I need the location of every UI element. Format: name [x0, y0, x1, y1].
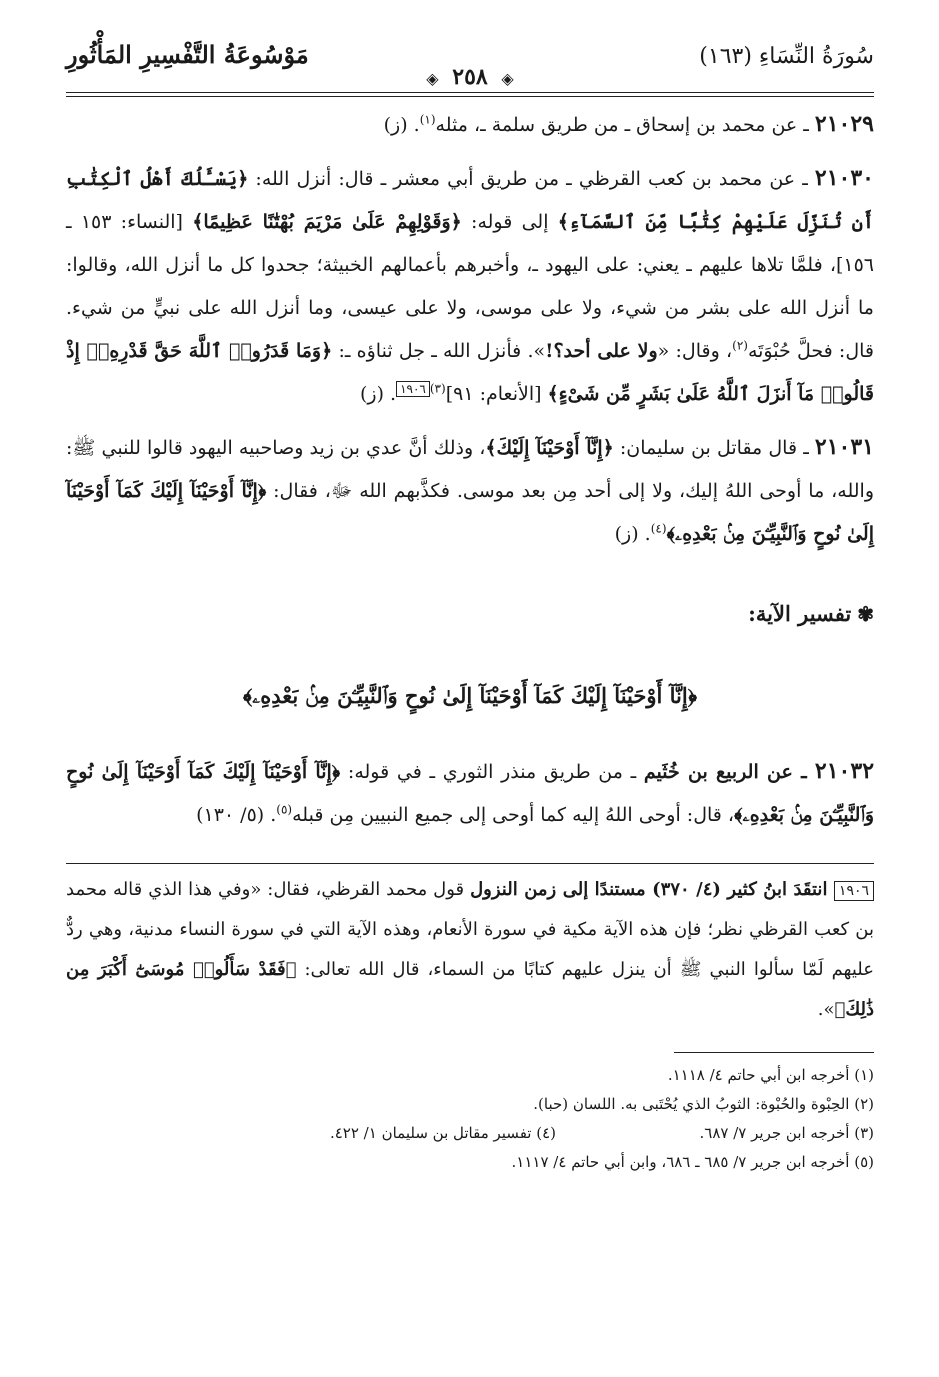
bold-quote: ولا على أحد؟! — [545, 340, 658, 362]
source-tag: . (٥/ ١٣٠) — [196, 804, 277, 826]
footnote-5: (٥) أخرجه ابن جرير ٧/ ٦٨٥ ـ ٦٨٦، وابن أبي حاتم ٤/ ١١١٧. — [511, 1153, 874, 1171]
entry-text: ـ قال مقاتل بن سليمان: — [613, 437, 815, 459]
footnote-ref: (٣) — [429, 381, 446, 396]
entry-text: ، وقال: « — [657, 340, 733, 362]
entry-text: ، وذلك أنَّ عدي بن زيد وصاحبيه اليهود قالوا للنبي ﷺ: والله، ما أوحى اللهُ إليك، ولا إلى أحد مِن بعد موسى. فكذَّبهم الله ﷻ، فقال: — [66, 437, 875, 502]
quran-quote: ﴿إِنَّآ أَوْحَيْنَآ إِلَيْكَ كَمَآ أَوْحَيْنَآ إِلَىٰ نُوحٍ وَٱلنَّبِيِّـۧنَ مِنۢ بَعْدِهِۦ﴾ — [66, 761, 874, 826]
entry-number: ٢١٠٣٢ — [814, 758, 875, 784]
footnote-row — [66, 1119, 874, 1148]
ayah-centered: ﴿إِنَّآ أَوْحَيْنَآ إِلَيْكَ كَمَآ أَوْحَيْنَآ إِلَىٰ نُوحٍ وَٱلنَّبِيِّـۧنَ مِنۢ بَعْدِهِۦ﴾ — [242, 683, 698, 708]
book-page — [66, 30, 874, 1350]
entry-text: [النساء: ١٥٣ ـ ١٥٦]، فلمَّا تلاها عليهم ـ يعني: على اليهود ـ، وأخبرهم بأعمالهم الخبيثة؛ جحدوا كل ما أنزل الله، وقالوا: ما أنزل الله على بشر من شيء، ولا على موسى، ولا على عيسى، وما أنزل الله على نبيٍّ من شيء. قال: فحلَّ حُبْوَتَه — [66, 211, 874, 362]
quran-quote: ﴿فَقَدْ سَأَلُوا۟ مُوسَىٰٓ أَكْبَرَ مِن ذَٰلِكَ﴾ — [66, 959, 874, 1020]
entry-text: ، قال: أوحى اللهُ إليه كما أوحى إلى جميع النبيين مِن قبله — [292, 804, 735, 826]
entry-text: ـ من طريق منذر الثوري ـ في قوله: — [340, 761, 644, 783]
ornament-icon: ◈ — [501, 69, 514, 88]
main-text — [66, 103, 874, 1177]
footnotes — [66, 1061, 874, 1177]
ornament-icon: ◈ — [426, 69, 439, 88]
quran-quote: ﴿وَقَوْلِهِمْ عَلَىٰ مَرْيَمَ بُهْتَٰنًا عَظِيمًا﴾ — [192, 211, 462, 233]
section-title: تفسير الآية: — [748, 601, 852, 626]
section-heading — [66, 592, 874, 636]
quran-quote: ﴿يَسْـَٔلُكَ أَهْلُ ٱلْكِتَٰبِ أَن تُنَزِّلَ عَلَيْهِمْ كِتَٰبًا مِّنَ ٱلسَّمَآءِ﴾ — [66, 168, 874, 233]
footnote-2: (٢) الحِبْوة والحُبْوة: الثوبُ الذي يُحْتَبى به. اللسان (حبا). — [533, 1095, 874, 1113]
quran-quote: ﴿وَمَا قَدَرُوا۟ ٱللَّهَ حَقَّ قَدْرِهِۦٓ إِذْ قَالُوا۟ مَآ أَنزَلَ ٱللَّهُ عَلَىٰ بَشَرٍ مِّن شَىْءٍ﴾ — [66, 340, 874, 405]
page-number-block — [66, 64, 874, 90]
entry-21032 — [66, 750, 874, 837]
flower-icon: ✾ — [857, 602, 874, 626]
entry-text: ـ عن محمد بن إسحاق ـ من طريق سلمة ـ، مثله — [435, 114, 815, 136]
entry-21029 — [66, 103, 874, 147]
book-title: مَوْسُوعَةُ التَّفْسِيرِ المَأْثُورِ — [66, 40, 309, 69]
source-tag: . (ز) — [359, 383, 397, 405]
footnote-ref: (٤) — [650, 521, 667, 536]
entry-number: ٢١٠٣١ — [814, 434, 874, 460]
header-rule — [66, 92, 874, 97]
entry-text: إلى قوله: — [461, 211, 558, 233]
footnote-ref: (١) — [419, 112, 436, 127]
commentary-ref-box[interactable]: ١٩٠٦ — [396, 381, 430, 397]
footnote-ref: (٥) — [276, 802, 293, 817]
source-tag: . (ز) — [383, 114, 420, 136]
footnote-rule — [674, 1052, 874, 1053]
entry-21031 — [66, 426, 874, 556]
commentary-rule — [66, 863, 874, 864]
entry-text: ـ عن محمد بن كعب القرظي ـ من طريق أبي معشر ـ قال: أنزل الله: — [248, 168, 815, 190]
entry-number: ٢١٠٢٩ — [814, 111, 874, 137]
entry-text: ». فأنزل الله ـ جل ثناؤه ـ: — [332, 340, 546, 362]
quran-quote: ﴿إِنَّآ أَوْحَيْنَآ إِلَيْكَ﴾ — [485, 437, 614, 459]
footnote-1: (١) أخرجه ابن أبي حاتم ٤/ ١١١٨. — [667, 1066, 874, 1084]
running-head — [66, 30, 874, 92]
commentary-number-box: ١٩٠٦ — [834, 881, 874, 901]
footnote-ref: (٢) — [732, 338, 748, 353]
entry-21030 — [66, 157, 874, 416]
source-tag: . (ز) — [614, 523, 651, 545]
quran-quote: ﴿إِنَّآ أَوْحَيْنَآ إِلَيْكَ كَمَآ أَوْحَيْنَآ إِلَىٰ نُوحٍ وَٱلنَّبِيِّـۧنَ مِنۢ بَعْدِهِۦ﴾ — [66, 480, 874, 545]
surah-header: سُورَةُ النِّسَاءِ (١٦٣) — [699, 44, 874, 69]
entry-text: [الأنعام: ٩١] — [445, 383, 548, 405]
footnote-3: (٣) أخرجه ابن جرير ٧/ ٦٨٧. — [699, 1124, 874, 1142]
commentary-block — [66, 870, 874, 1030]
commentary-lead: انتقَدَ ابنُ كثير (٤/ ٣٧٠) مستندًا إلى زمن النزول — [470, 879, 834, 900]
commentary-tail: ». — [817, 999, 835, 1020]
page-number: ٢٥٨ — [452, 64, 488, 90]
commentary-text: قول محمد القرظي، فقال: «وفي هذا الذي قاله محمد بن كعب القرظي نظر؛ فإن هذه الآية مكية في سورة الأنعام، وهذه الآية التي في سورة النساء مدنية، وهي ردٌّ عليهم لَمّا سألوا النبي ﷺ أن ينزل عليهم كتابًا من السماء، قال الله تعالى: — [66, 879, 874, 980]
speaker-name: ـ عن الربيع بن خُثَيم — [643, 761, 815, 783]
entry-number: ٢١٠٣٠ — [814, 165, 874, 191]
footnote-4: (٤) تفسير مقاتل بن سليمان ١/ ٤٢٢. — [329, 1124, 556, 1142]
